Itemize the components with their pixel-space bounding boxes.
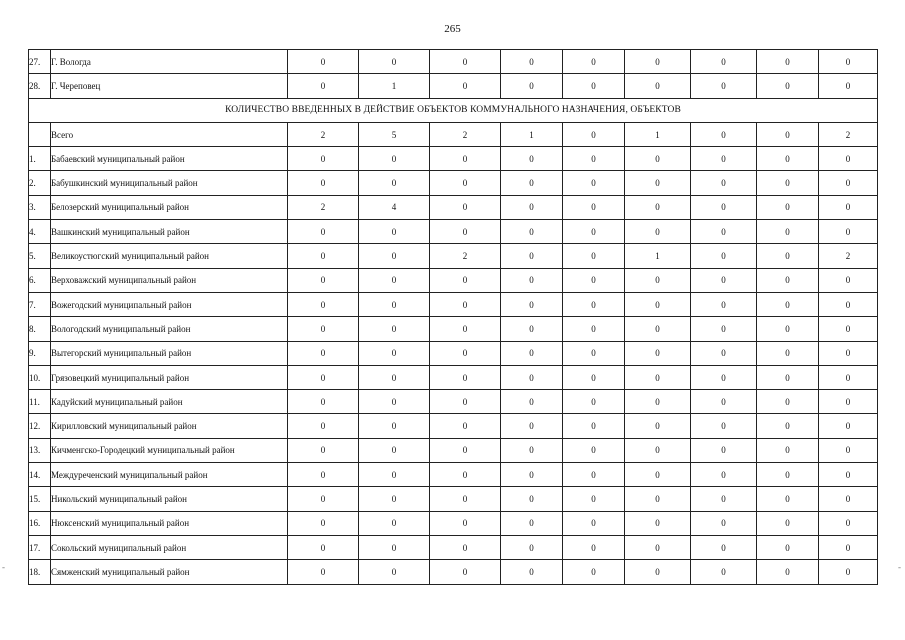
table-row	[29, 50, 878, 74]
row-number: 6.	[29, 268, 51, 292]
value-cell: 0	[563, 147, 625, 171]
value-cell: 1	[625, 122, 691, 146]
row-name: Вашкинский муниципальный район	[51, 220, 288, 244]
value-cell: 0	[691, 463, 757, 487]
value-cell: 0	[819, 487, 878, 511]
value-cell: 0	[288, 365, 359, 389]
table-row	[29, 390, 878, 414]
row-number: 8.	[29, 317, 51, 341]
table-row	[29, 560, 878, 584]
value-cell: 0	[757, 511, 819, 535]
value-cell: 0	[359, 292, 430, 316]
value-cell: 0	[757, 341, 819, 365]
value-cell: 0	[691, 560, 757, 584]
value-cell: 0	[563, 463, 625, 487]
value-cell: 0	[625, 147, 691, 171]
row-number: 7.	[29, 292, 51, 316]
value-cell: 0	[819, 171, 878, 195]
value-cell: 0	[625, 463, 691, 487]
value-cell: 0	[288, 438, 359, 462]
left-edge-mark: -	[2, 562, 5, 572]
row-number: 3.	[29, 195, 51, 219]
table-row	[29, 463, 878, 487]
value-cell: 0	[625, 390, 691, 414]
value-cell: 0	[563, 487, 625, 511]
table-row	[29, 487, 878, 511]
value-cell: 0	[430, 535, 501, 559]
value-cell: 0	[625, 292, 691, 316]
value-cell: 0	[563, 268, 625, 292]
value-cell: 0	[625, 74, 691, 98]
table-row	[29, 292, 878, 316]
value-cell: 2	[288, 195, 359, 219]
value-cell: 0	[819, 511, 878, 535]
value-cell: 0	[691, 292, 757, 316]
value-cell: 0	[563, 390, 625, 414]
value-cell: 0	[625, 268, 691, 292]
value-cell: 0	[563, 244, 625, 268]
table-body-top	[29, 50, 878, 99]
row-name: Белозерский муниципальный район	[51, 195, 288, 219]
value-cell: 0	[757, 74, 819, 98]
value-cell: 0	[691, 535, 757, 559]
value-cell: 0	[819, 74, 878, 98]
right-edge-mark: -	[898, 562, 901, 572]
value-cell: 0	[819, 341, 878, 365]
value-cell: 0	[359, 50, 430, 74]
row-number: 27.	[29, 50, 51, 74]
section-heading-row	[29, 98, 878, 122]
value-cell: 0	[359, 487, 430, 511]
table-row	[29, 341, 878, 365]
row-number: 28.	[29, 74, 51, 98]
value-cell: 0	[819, 268, 878, 292]
row-name: Кичменгско-Городецкий муниципальный район	[51, 438, 288, 462]
value-cell: 0	[757, 438, 819, 462]
value-cell: 0	[501, 365, 563, 389]
table-body-main	[29, 122, 878, 584]
row-name: Вожегодский муниципальный район	[51, 292, 288, 316]
value-cell: 0	[819, 463, 878, 487]
row-name: Вологодский муниципальный район	[51, 317, 288, 341]
table-row	[29, 244, 878, 268]
value-cell: 0	[757, 171, 819, 195]
value-cell: 0	[501, 535, 563, 559]
row-name: Кирилловский муниципальный район	[51, 414, 288, 438]
value-cell: 0	[359, 560, 430, 584]
value-cell: 0	[430, 317, 501, 341]
value-cell: 0	[757, 535, 819, 559]
value-cell: 0	[359, 390, 430, 414]
value-cell: 0	[691, 244, 757, 268]
value-cell: 0	[563, 50, 625, 74]
value-cell: 0	[288, 414, 359, 438]
value-cell: 0	[359, 244, 430, 268]
value-cell: 0	[563, 560, 625, 584]
value-cell: 0	[288, 560, 359, 584]
value-cell: 0	[691, 74, 757, 98]
row-name: Великоустюгский муниципальный район	[51, 244, 288, 268]
value-cell: 0	[563, 317, 625, 341]
section-heading-body	[29, 98, 878, 122]
value-cell: 0	[757, 244, 819, 268]
value-cell: 0	[563, 365, 625, 389]
row-number: 13.	[29, 438, 51, 462]
value-cell: 0	[563, 414, 625, 438]
value-cell: 0	[691, 317, 757, 341]
value-cell: 0	[288, 511, 359, 535]
value-cell: 0	[625, 511, 691, 535]
row-name: Кадуйский муниципальный район	[51, 390, 288, 414]
value-cell: 0	[288, 74, 359, 98]
value-cell: 0	[288, 50, 359, 74]
value-cell: 0	[501, 341, 563, 365]
value-cell: 0	[757, 195, 819, 219]
value-cell: 0	[359, 341, 430, 365]
value-cell: 0	[430, 341, 501, 365]
row-number: 1.	[29, 147, 51, 171]
value-cell: 0	[757, 487, 819, 511]
value-cell: 0	[625, 50, 691, 74]
row-number: 12.	[29, 414, 51, 438]
table-row	[29, 511, 878, 535]
value-cell: 0	[819, 317, 878, 341]
value-cell: 0	[430, 268, 501, 292]
value-cell: 0	[691, 147, 757, 171]
row-name: Никольский муниципальный район	[51, 487, 288, 511]
value-cell: 0	[563, 171, 625, 195]
value-cell: 0	[563, 292, 625, 316]
value-cell: 0	[625, 220, 691, 244]
value-cell: 5	[359, 122, 430, 146]
value-cell: 0	[757, 122, 819, 146]
table-row	[29, 74, 878, 98]
row-name: Сямженский муниципальный район	[51, 560, 288, 584]
value-cell: 0	[625, 535, 691, 559]
value-cell: 0	[501, 244, 563, 268]
value-cell: 0	[359, 171, 430, 195]
value-cell: 0	[819, 220, 878, 244]
table-row	[29, 195, 878, 219]
value-cell: 0	[430, 438, 501, 462]
value-cell: 0	[430, 463, 501, 487]
value-cell: 0	[625, 560, 691, 584]
row-number: 11.	[29, 390, 51, 414]
value-cell: 0	[430, 50, 501, 74]
value-cell: 0	[501, 317, 563, 341]
value-cell: 0	[625, 438, 691, 462]
value-cell: 0	[501, 292, 563, 316]
value-cell: 0	[501, 50, 563, 74]
total-row	[29, 122, 878, 146]
value-cell: 0	[501, 511, 563, 535]
value-cell: 0	[359, 463, 430, 487]
value-cell: 0	[757, 317, 819, 341]
value-cell: 0	[359, 535, 430, 559]
page-number: 265	[444, 23, 461, 35]
value-cell: 0	[757, 390, 819, 414]
value-cell: 0	[819, 438, 878, 462]
value-cell: 0	[563, 438, 625, 462]
table-row	[29, 220, 878, 244]
value-cell: 1	[625, 244, 691, 268]
value-cell: 0	[819, 560, 878, 584]
value-cell: 0	[625, 341, 691, 365]
value-cell: 0	[819, 292, 878, 316]
table-row	[29, 147, 878, 171]
value-cell: 0	[359, 365, 430, 389]
value-cell: 0	[430, 365, 501, 389]
value-cell: 0	[288, 317, 359, 341]
value-cell: 0	[430, 292, 501, 316]
row-number: 2.	[29, 171, 51, 195]
value-cell: 0	[288, 292, 359, 316]
value-cell: 0	[288, 220, 359, 244]
table-row	[29, 365, 878, 389]
value-cell: 0	[430, 147, 501, 171]
value-cell: 0	[819, 195, 878, 219]
value-cell: 0	[359, 268, 430, 292]
value-cell: 0	[691, 487, 757, 511]
value-cell: 0	[501, 414, 563, 438]
value-cell: 0	[757, 50, 819, 74]
value-cell: 0	[430, 487, 501, 511]
row-name: Нюксенский муниципальный район	[51, 511, 288, 535]
value-cell: 0	[501, 268, 563, 292]
value-cell: 0	[501, 195, 563, 219]
table-row	[29, 268, 878, 292]
value-cell: 0	[691, 195, 757, 219]
value-cell: 2	[430, 244, 501, 268]
value-cell: 0	[819, 414, 878, 438]
section-heading: КОЛИЧЕСТВО ВВЕДЕННЫХ В ДЕЙСТВИЕ ОБЪЕКТОВ КОММУНАЛЬНОГО НАЗНАЧЕНИЯ, ОБЪЕКТОВ	[29, 98, 878, 122]
value-cell: 0	[625, 317, 691, 341]
table-row	[29, 171, 878, 195]
value-cell: 0	[288, 535, 359, 559]
value-cell: 0	[501, 463, 563, 487]
value-cell: 0	[288, 147, 359, 171]
value-cell: 0	[757, 463, 819, 487]
value-cell: 0	[819, 147, 878, 171]
value-cell: 0	[625, 195, 691, 219]
value-cell: 2	[819, 244, 878, 268]
value-cell: 0	[819, 365, 878, 389]
value-cell: 0	[359, 511, 430, 535]
value-cell: 0	[625, 171, 691, 195]
table-row	[29, 414, 878, 438]
value-cell: 0	[501, 147, 563, 171]
row-name: Бабаевский муниципальный район	[51, 147, 288, 171]
table-row	[29, 535, 878, 559]
value-cell: 0	[359, 317, 430, 341]
value-cell: 0	[430, 171, 501, 195]
value-cell: 0	[625, 414, 691, 438]
value-cell: 0	[501, 171, 563, 195]
row-number: 4.	[29, 220, 51, 244]
value-cell: 0	[757, 365, 819, 389]
value-cell: 0	[819, 390, 878, 414]
value-cell: 0	[691, 171, 757, 195]
value-cell: 0	[359, 220, 430, 244]
value-cell: 1	[359, 74, 430, 98]
row-name: Сокольский муниципальный район	[51, 535, 288, 559]
value-cell: 0	[757, 292, 819, 316]
value-cell: 4	[359, 195, 430, 219]
value-cell: 0	[288, 487, 359, 511]
row-name: Междуреченский муниципальный район	[51, 463, 288, 487]
value-cell: 0	[359, 414, 430, 438]
row-number: 5.	[29, 244, 51, 268]
value-cell: 0	[563, 195, 625, 219]
row-name: Всего	[51, 122, 288, 146]
value-cell: 0	[288, 244, 359, 268]
value-cell: 0	[691, 122, 757, 146]
value-cell: 0	[501, 560, 563, 584]
row-name: Верховажский муниципальный район	[51, 268, 288, 292]
value-cell: 0	[501, 220, 563, 244]
value-cell: 0	[430, 414, 501, 438]
row-number: 16.	[29, 511, 51, 535]
value-cell: 0	[691, 268, 757, 292]
value-cell: 0	[430, 390, 501, 414]
row-name: Грязовецкий муниципальный район	[51, 365, 288, 389]
value-cell: 2	[430, 122, 501, 146]
value-cell: 0	[430, 511, 501, 535]
value-cell: 2	[819, 122, 878, 146]
row-number	[29, 122, 51, 146]
value-cell: 0	[691, 341, 757, 365]
row-number: 15.	[29, 487, 51, 511]
value-cell: 0	[563, 74, 625, 98]
row-number: 18.	[29, 560, 51, 584]
value-cell: 0	[288, 268, 359, 292]
value-cell: 0	[691, 414, 757, 438]
value-cell: 0	[691, 511, 757, 535]
row-name: Г. Череповец	[51, 74, 288, 98]
value-cell: 0	[430, 220, 501, 244]
row-number: 9.	[29, 341, 51, 365]
value-cell: 0	[563, 511, 625, 535]
value-cell: 0	[691, 390, 757, 414]
value-cell: 1	[501, 122, 563, 146]
row-number: 14.	[29, 463, 51, 487]
table-row	[29, 438, 878, 462]
value-cell: 2	[288, 122, 359, 146]
value-cell: 0	[563, 535, 625, 559]
value-cell: 0	[819, 50, 878, 74]
value-cell: 0	[757, 268, 819, 292]
value-cell: 0	[430, 74, 501, 98]
row-number: 10.	[29, 365, 51, 389]
value-cell: 0	[819, 535, 878, 559]
value-cell: 0	[563, 122, 625, 146]
value-cell: 0	[501, 438, 563, 462]
value-cell: 0	[757, 560, 819, 584]
row-name: Вытегорский муниципальный район	[51, 341, 288, 365]
value-cell: 0	[691, 365, 757, 389]
value-cell: 0	[430, 560, 501, 584]
value-cell: 0	[563, 220, 625, 244]
value-cell: 0	[691, 50, 757, 74]
row-name: Бабушкинский муниципальный район	[51, 171, 288, 195]
value-cell: 0	[501, 74, 563, 98]
value-cell: 0	[288, 463, 359, 487]
value-cell: 0	[359, 147, 430, 171]
value-cell: 0	[288, 341, 359, 365]
value-cell: 0	[625, 365, 691, 389]
statistics-table	[28, 49, 878, 585]
value-cell: 0	[430, 195, 501, 219]
value-cell: 0	[288, 390, 359, 414]
value-cell: 0	[757, 414, 819, 438]
table-row	[29, 317, 878, 341]
value-cell: 0	[359, 438, 430, 462]
value-cell: 0	[691, 438, 757, 462]
value-cell: 0	[757, 147, 819, 171]
row-name: Г. Вологда	[51, 50, 288, 74]
value-cell: 0	[501, 390, 563, 414]
value-cell: 0	[691, 220, 757, 244]
value-cell: 0	[563, 341, 625, 365]
value-cell: 0	[288, 171, 359, 195]
row-number: 17.	[29, 535, 51, 559]
value-cell: 0	[625, 487, 691, 511]
value-cell: 0	[501, 487, 563, 511]
value-cell: 0	[757, 220, 819, 244]
